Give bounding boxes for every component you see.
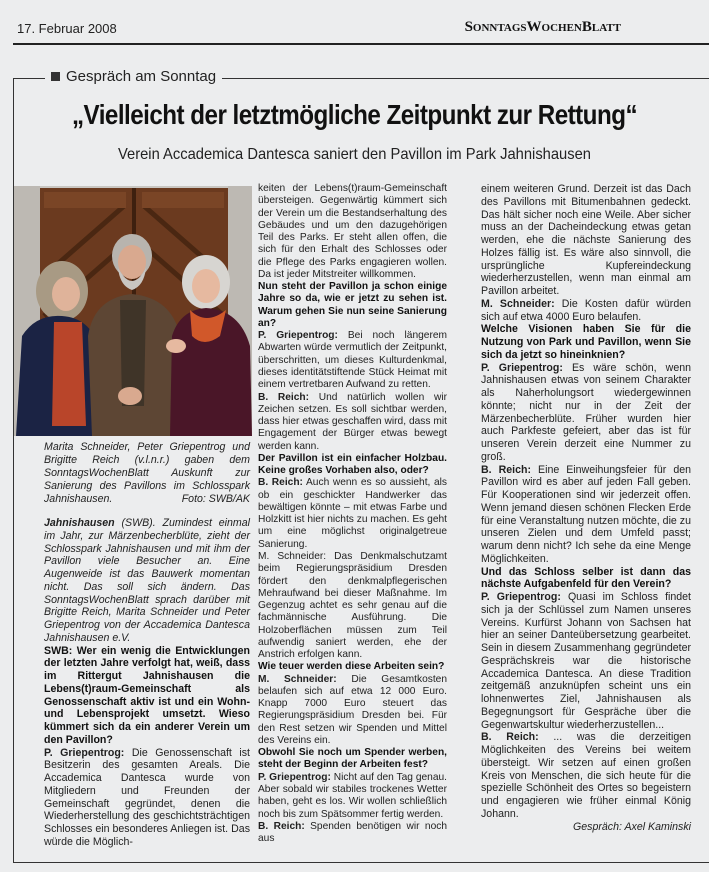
answer-text: ... was die derzeitigen Möglichkeiten des Vereins bei weitem übersteigt. Wir setzen auf einen großen Kreis von Menschen, die sich heute für die spezielle Schönheit des Ortes so begeistern und engagieren wie früher einmal König Johann. — [481, 731, 691, 820]
rubric-label: Gespräch am Sonntag — [66, 68, 217, 85]
interview-answer — [258, 551, 447, 661]
interview-question: Nun steht der Pavillon ja schon einige Jahre so da, wie er jetzt zu sehen ist. Warum gehen Sie nun seine Sanierung an? — [258, 281, 447, 329]
masthead-brand-logo: SonntagsWochenBlatt — [464, 19, 621, 35]
interview-answer — [481, 183, 691, 298]
answer-text: M. Schneider: Das Denkmalschutzamt beim Regierungspräsidium Dresden fördert den denkmalpflegerischen Mehraufwand bei dieser Maßnahme. Im Gegenzug achtet es sehr genau auf die fachmännische Ausführung. Die Holzoberflächen müssen zum Teil aufwendig saniert werden, ehe der Anstrich erfolgen kann. — [258, 550, 447, 661]
square-bullet-icon — [51, 72, 60, 81]
speaker: M. Schneider: — [481, 297, 555, 310]
masthead-date: 17. Februar 2008 — [17, 21, 117, 36]
caption-text: Marita Schneider, Peter Griepentrog und Brigitte Reich (v.l.n.r.) gaben dem SonntagsWochenBlatt Auskunft zur Sanierung des Pavillons im Schlosspark Jahnishausen. — [44, 441, 250, 505]
speaker: P. Griepentrog: — [44, 746, 125, 759]
speaker: B. Reich: — [258, 391, 310, 403]
speaker: P. Griepentrog: — [481, 591, 561, 603]
photo-credit: Foto: SWB/AK — [181, 492, 250, 505]
subheadline: Verein Accademica Dantesca saniert den Pavillon im Park Jahnishausen — [118, 146, 591, 163]
speaker: P. Griepentrog: — [258, 771, 331, 783]
photo-caption — [44, 441, 250, 506]
column-3 — [481, 183, 691, 833]
answer-text: Eine Einweihungsfeier für den Pavillon wird es aber auf jeden Fall geben. Für Kooperationen sind wir jederzeit offen. Wenn jemand diesen schönen Flecken Erde für eine Veranstaltung nutzen möchte, die zu unseren Zielen und dem Umfeld passt; warum denn nicht? Ich sehe da eine Menge Möglichkeiten. — [481, 463, 691, 565]
speaker: B. Reich: — [258, 477, 303, 489]
interview-question: SWB: Wer ein wenig die Entwicklungen der letzten Jahre verfolgt hat, weiß, dass im Rittergut Jahnishausen die Lebens(t)raum-Gemeinschaft als Genossenschaft aktiv ist und ein Wohn- und Lebensprojekt umsetzt. Wieso kümmert sich da ein anderer Verein um den Pavillon? — [44, 644, 250, 746]
answer-text: Die Kosten dafür würden sich auf etwa 4000 Euro belaufen. — [481, 297, 692, 323]
interview-answer — [481, 298, 691, 324]
answer-text: Es wäre schön, wenn Jahnishausen etwas von seinem Charakter als Naherholungsort wiedergewinnen könnte; nicht nur in der Zeit der Märzenbecherblüte. Früher wurden hier auch Parkfeste gefeiert, aber das ist für unseren Verein derzeit eine Nummer zu groß. — [481, 361, 691, 463]
intro-place: Jahnishausen — [44, 517, 115, 529]
answer-text: Quasi im Schloss findet sich ja der Schlüssel zum Namen unseres Vereins. Kurfürst Johann von Sachsen hat hier an seiner Danteübersetzung gearbeitet. Sein in diesem Zusammenhang gegründeter Gesprächskreis war die historische Accademica Dantesca. An diese Tradition zeitgemäß anzuknüpfen scheint uns ein lohnenwertes Ziel, Jahnishausen als Begegnungsort für Gespräche über die Gegenwartskultur wiederherzustellen... — [481, 591, 691, 731]
answer-text: Auch wenn es so aussieht, als ob ein geschickter Handwerker das bewältigen könnte – mit etwas Farbe und Holzkitt ist hier nichts zu machen. Es geht um eine möglichst originalgetreue Sanierung. — [258, 477, 448, 550]
interview-answer — [481, 362, 691, 464]
interview-question: Wie teuer werden diese Arbeiten sein? — [258, 661, 445, 673]
answer-text: Spenden benötigen wir noch aus — [258, 820, 447, 845]
interview-answer — [258, 330, 447, 391]
interview-question: Und das Schloss selber ist dann das nächste Aufgabenfeld für den Verein? — [481, 565, 691, 591]
answer-text: einem weiteren Grund. Derzeit ist das Dach des Pavillons mit Bitumenbahnen gedeckt. Das hält sicher noch eine Weile. Aber sicher muss an der Dacheindeckung etwas getan werden, ehe die nächste Sanierung des Holzes fällig ist. Es wäre also sinnvoll, die ursprüngliche Kupfereindeckung wiederherzustellen, wenn man einmal am Pavillon arbeitet. — [481, 183, 691, 297]
interview-answer — [258, 183, 447, 281]
interview-answer — [258, 821, 447, 846]
byline: Gespräch: Axel Kaminski — [573, 820, 691, 833]
speaker: B. Reich: — [258, 820, 305, 832]
answer-text: Die Gesamtkosten belaufen sich auf etwa 12 000 Euro. Knapp 7000 Euro steuert das Regierungspräsidium Dresden bei. Für den Rest setzen wir Spenden und Mittel des Vereins ein. — [258, 673, 447, 746]
speaker: B. Reich: — [481, 731, 539, 744]
headline: „Vielleicht der letztmögliche Zeitpunkt zur Rettung“ — [71, 99, 638, 130]
column-1 — [44, 517, 250, 849]
speaker: P. Griepentrog: — [481, 361, 563, 374]
answer-text: Und natürlich wollen wir Zeichen setzen. Es soll sichtbar werden, dass hier etwas geschaffen wird, dass mit Engagement der Bürger etwas bewegt werden kann. — [258, 391, 447, 452]
interview-answer — [481, 731, 691, 820]
intro-text: (SWB). Zumindest einmal im Jahr, zur Märzenbecherblüte, zieht der Schlosspark Jahnishausen und mit ihm der Pavillon viele Besucher an. Eine Augenweide ist das Bauwerk momentan nicht. Das soll sich ändern. Das SonntagsWochenBlatt sprach darüber mit Brigitte Reich, Marita Schneider und Peter Griepentrog von der Accademica Dantesca Jahnishausen e.V. — [44, 517, 250, 644]
answer-text: keiten der Lebens(t)raum-Gemeinschaft übersteigen. Gegenwärtig kümmert sich der Verein um die Bestandserhaltung des Gebäudes und um den dazugehörigen Teil des Parks. Er steht allen offen, die sich für den Erhalt des Schlosses oder die Pflege des Parks engagieren wollen. Da ist jeder Mitstreiter willkommen. — [258, 183, 447, 280]
interview-answer — [258, 674, 447, 748]
photo-three-people-icon — [14, 186, 252, 436]
interview-answer — [258, 392, 447, 453]
answer-text: Bei noch längerem Abwarten würde vermutlich der Zeitpunkt, überschritten, um dieses Kulturdenkmal, dieses identitätstiftende Stück Heimat mit einem vertretbaren Aufwand zu retten. — [258, 330, 447, 391]
answer-text: Nicht auf den Tag genau. Aber sobald wir stabiles trockenes Wetter haben, geht es los. Wir wollen schließlich noch bis zum Spätsommer fertig werden. — [258, 771, 447, 820]
speaker: M. Schneider: — [258, 673, 337, 685]
interview-question: Welche Visionen haben Sie für die Nutzung von Park und Pavillon, wenn Sie sich da jetzt so hineinknien? — [481, 323, 691, 361]
column-2 — [258, 183, 447, 845]
interview-answer — [481, 464, 691, 566]
intro-paragraph — [44, 517, 250, 645]
interview-answer — [481, 591, 691, 731]
interview-question: Der Pavillon ist ein einfacher Holzbau. Keine großes Vorhaben also, oder? — [258, 452, 447, 477]
rubric — [45, 68, 222, 85]
interview-question: Obwohl Sie noch um Spender werben, steht der Beginn der Arbeiten fest? — [258, 747, 447, 771]
speaker: P. Griepentrog: — [258, 330, 338, 342]
answer-text: Die Genossenschaft ist Besitzerin des gesamten Areals. Die Accademica Dantesca wurde von Mitgliedern und Freunden der Gemeinschaft gegründet, denen die Wiederherstellung des geschichtsträchtigen Schlosses ein besonderes Anliegen ist. Das würde die Möglich- — [44, 746, 250, 848]
speaker: B. Reich: — [481, 463, 531, 476]
interview-answer — [258, 772, 447, 821]
interview-answer — [258, 477, 447, 551]
top-rule — [13, 43, 709, 45]
interview-answer — [44, 747, 250, 849]
article-photo — [14, 186, 252, 436]
